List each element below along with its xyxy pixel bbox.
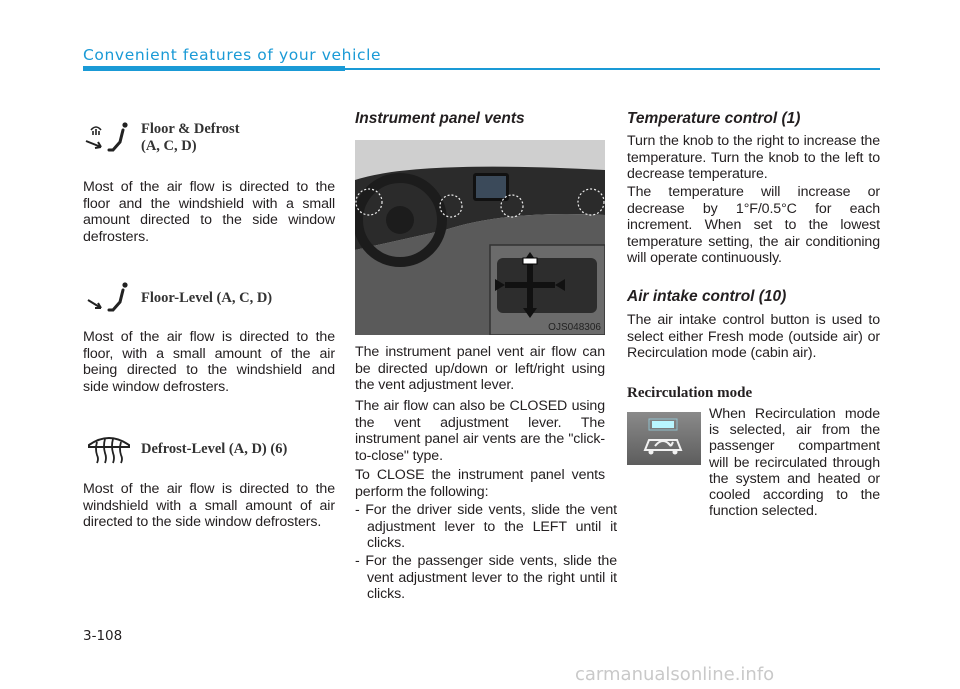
instrument-vents-para1: The instrument panel vent air flow can be directed up/down or left/right using the vent adjustment lever. <box>355 344 605 394</box>
instrument-vents-item1: - For the driver side vents, slide the vent adjustment lever to the LEFT until it clicks. <box>355 502 617 552</box>
page-number: 3-108 <box>83 628 123 644</box>
recirculation-text: When Recirculation mode is selected, air from the passenger compartment will be recirculated through the system and heated or cooled according to the function selected. <box>709 406 880 520</box>
floor-level-icon <box>83 280 135 316</box>
temperature-para2: The temperature will increase or decrease by 1°F/0.5°C for each increment. When set to the lowest temperature setting, the air conditioning will operate continuously. <box>627 184 880 267</box>
header-title: Convenient features of your vehicle <box>83 46 382 64</box>
recirculation-button-icon <box>627 412 701 465</box>
defrost-level-icon <box>83 433 135 465</box>
mode-defrost-level-heading <box>83 433 287 465</box>
mode-defrost-level-label: Defrost-Level (A, D) (6) <box>141 440 288 457</box>
air-intake-title: Air intake control (10) <box>627 288 787 305</box>
mode-defrost-level-text: Most of the air flow is directed to the windshield with a small amount of air directed to the side window defrosters. <box>83 481 335 531</box>
dashboard-illustration <box>355 140 605 335</box>
mode-floor-level-label: Floor-Level (A, C, D) <box>141 289 273 306</box>
dashboard-photo <box>355 140 605 335</box>
floor-defrost-icon <box>83 120 135 156</box>
mode-floor-defrost-heading <box>83 120 240 156</box>
temperature-title: Temperature control (1) <box>627 110 801 127</box>
mode-floor-level-text: Most of the air flow is directed to the floor, with a small amount of the air being directed to the windshield and side window defrosters. <box>83 329 335 395</box>
instrument-vents-item2: - For the passenger side vents, slide the vent adjustment lever to the right until it clicks. <box>355 553 617 603</box>
header-line <box>345 68 880 70</box>
watermark: carmanualsonline.info <box>575 664 775 685</box>
air-intake-para1: The air intake control button is used to select either Fresh mode (outside air) or Recirculation mode (cabin air). <box>627 312 880 362</box>
instrument-vents-para3: To CLOSE the instrument panel vents perform the following: <box>355 467 605 500</box>
recirculation-title: Recirculation mode <box>627 385 753 401</box>
temperature-para1: Turn the knob to the right to increase the temperature. Turn the knob to the left to decrease temperature. <box>627 133 880 183</box>
instrument-vents-title: Instrument panel vents <box>355 110 525 127</box>
photo-code: OJS048306 <box>548 322 601 333</box>
instrument-vents-para2: The air flow can also be CLOSED using the vent adjustment lever. The instrument panel air vents are the "click-to-close" type. <box>355 398 605 464</box>
mode-floor-defrost-label: Floor & Defrost (A, C, D) <box>141 121 240 154</box>
mode-floor-level-heading <box>83 280 272 316</box>
header-bar <box>83 66 345 71</box>
mode-floor-defrost-text: Most of the air flow is directed to the floor and the windshield with a small amount directed to the side window defrosters. <box>83 179 335 245</box>
